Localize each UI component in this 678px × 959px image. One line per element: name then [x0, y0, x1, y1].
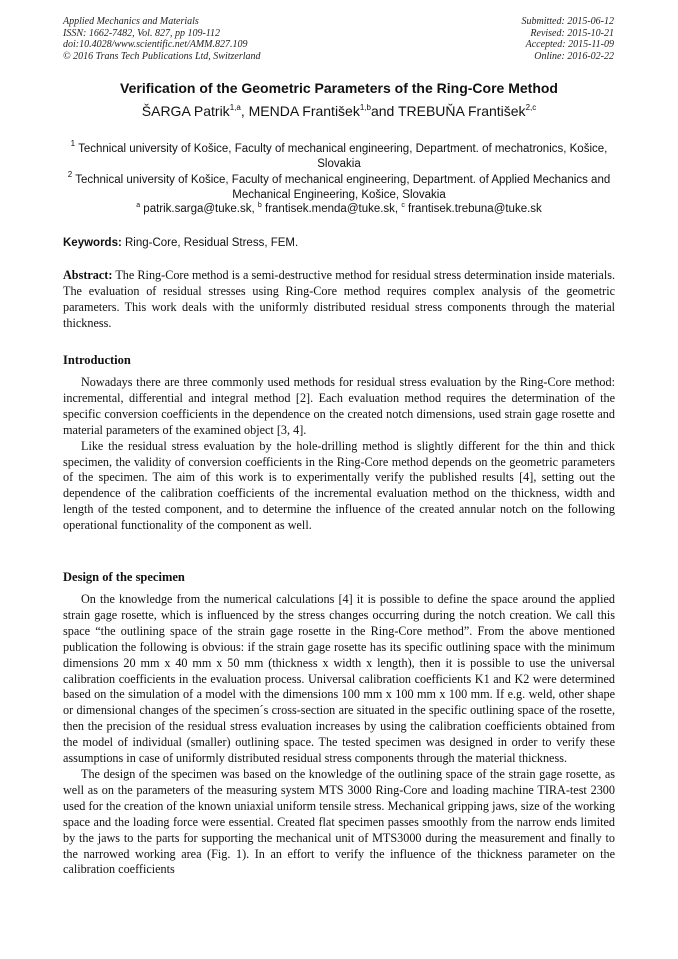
abstract-text: The Ring-Core method is a semi-destructive method for residual stress determination inside materials. The evaluation of residual stresses using Ring-Core method requires complex analysis of the geometric parameters. This work deals with the uniformly distributed residual stress components through the material thickness.	[63, 268, 615, 330]
email-a[interactable]: patrik.sarga@tuke.sk,	[143, 203, 255, 215]
accepted-date: Accepted: 2015-11-09	[525, 39, 614, 51]
author-2: , MENDA František	[240, 103, 360, 119]
design-section	[63, 592, 615, 878]
keywords	[63, 237, 298, 249]
journal-header-right	[522, 16, 615, 62]
introduction-section	[63, 375, 615, 534]
affiliation-1-marker: 1	[70, 139, 76, 148]
section-heading-design: Design of the specimen	[63, 570, 185, 584]
author-1-affiliation: 1,a	[229, 103, 241, 112]
author-2-affiliation: 1,b	[359, 103, 371, 112]
email-a-marker: a	[136, 202, 141, 209]
introduction-paragraph-1: Nowadays there are three commonly used methods for residual stress evaluation by the Ring-Core method: incremental, differential and integral method [2]. Each evaluation method requires the determination of the specific conversion coefficients in the dependence on the created notch dimensions, used strain gage rosette and material parameters of the examined object [3, 4].	[63, 375, 615, 437]
journal-name: Applied Mechanics and Materials	[63, 16, 199, 27]
author-1: ŠARGA Patrik	[141, 103, 230, 119]
journal-header-left	[63, 16, 261, 62]
affiliation-2-marker: 2	[67, 170, 73, 179]
submitted-date: Submitted: 2015-06-12	[521, 16, 614, 27]
email-c-marker: c	[401, 202, 405, 209]
author-3-affiliation: 2,c	[525, 103, 537, 112]
journal-doi: doi:10.4028/www.scientific.net/AMM.827.109	[63, 39, 248, 51]
affiliation-1-text: Technical university of Košice, Faculty of mechanical engineering, Department. of mechatronics, Košice, Slovakia	[78, 143, 608, 170]
author-3: and TREBUŇA František	[370, 103, 526, 119]
affiliation-1	[63, 139, 615, 172]
abstract-label: Abstract:	[63, 268, 113, 282]
author-emails	[63, 202, 615, 217]
email-c[interactable]: frantisek.trebuna@tuke.sk	[408, 203, 542, 215]
abstract	[63, 268, 615, 332]
keywords-label: Keywords:	[63, 237, 122, 249]
email-b[interactable]: frantisek.menda@tuke.sk,	[265, 203, 399, 215]
introduction-paragraph-2: Like the residual stress evaluation by the hole-drilling method is slightly different for the thin and thick specimen, the validity of conversion coefficients in the Ring-Core method depends on the geometric parameters of the specimen. The aim of this work is to experimentally verify the published results [4], setting out the dependence of the calibration coefficients of the incremental evaluation method on the thickness, width and length of the tested component, and to determine the influence of the created annular notch on the following operational functionality of the component as well.	[63, 438, 615, 533]
section-heading-introduction: Introduction	[63, 353, 131, 367]
affiliation-2	[63, 170, 615, 203]
design-paragraph-1: On the knowledge from the numerical calculations [4] it is possible to define the space around the applied strain gage rosette, which is influenced by the stress changes occurring during the notch creation. We call this space “the outlining space of the strain gage rosette in the Ring-Core method”. From the above mentioned publication the following is obvious: if the strain gage rosette has its specific outlining space with the minimum dimensions 20 mm x 40 mm x 50 mm (thickness x width x length), then it is possible to use the universal calibration coefficients in the evaluation process. Universal calibration coefficients K1 and K2 were determined based on the simulation of a model with the dimensions 100 mm x 100 mm x 100 mm. If e.g. weld, other shape or dimensional changes of the specimen´s cross-section are situated in the specific outlining space of the rosette, then the precision of the residual stress evaluation increases by using the calibration coefficients obtained from the model of individual (smaller) outlining space. The tested specimen was designed in order to verify these assumptions in case of uniformly distributed residual stress components through the material thickness.	[63, 592, 615, 766]
online-date: Online: 2016-02-22	[534, 50, 614, 62]
copyright-notice: © 2016 Trans Tech Publications Ltd, Switzerland	[63, 50, 261, 62]
affiliation-2-text: Technical university of Košice, Faculty of mechanical engineering, Department. of Applied Mechanics and Mechanical Engineering, Košice, Slovakia	[75, 174, 611, 201]
design-paragraph-2: The design of the specimen was based on the knowledge of the outlining space of the strain gage rosette, as well as on the parameters of the measuring system MTS 3000 Ring-Core and loading machine TIRA-test 2300 used for the creation of the known uniaxial uniform tensile stress. Mechanical gripping jaws, size of the working space and the loading force were essential. Created flat specimen passes smoothly from the narrow ends limited by the jaws to the parts for supporting the mechanical unit of MTS3000 during the measurement and finally to the narrowed working area (Fig. 1). In an effort to verify the influence of the thickness parameter on the calibration coefficients	[63, 766, 615, 877]
paper-title: Verification of the Geometric Parameters of the Ring-Core Method	[120, 80, 558, 96]
author-list	[0, 103, 678, 119]
journal-issn: ISSN: 1662-7482, Vol. 827, pp 109-112	[63, 27, 221, 39]
keywords-text: Ring-Core, Residual Stress, FEM.	[125, 237, 299, 249]
email-b-marker: b	[257, 202, 262, 209]
revised-date: Revised: 2015-10-21	[530, 27, 614, 39]
